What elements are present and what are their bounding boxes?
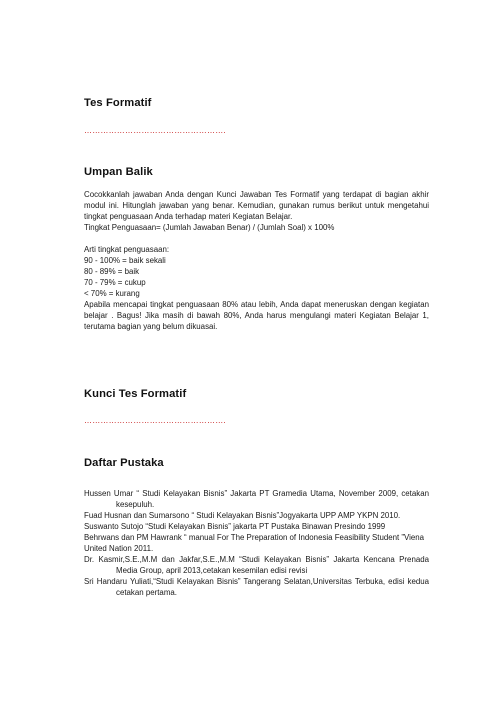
levels-heading: Arti tingkat penguasaan: [84,245,170,254]
tes-formatif-placeholder: ……………………………………………. [84,126,226,135]
level-item: 90 - 100% = baik sekali [84,256,166,265]
umpan-balik-paragraph-2: Apabila mencapai tingkat penguasaan 80% atau lebih, Anda dapat meneruskan dengan kegiatan belajar . Bagus! Jika masih di bawah 80%, Anda harus mengulangi materi Kegiatan Belajar 1, terutama bagian yang belum dikuasai. [84,300,429,331]
umpan-balik-body [84,189,429,332]
reference-item: Behrwans dan PM Hawrank “ manual For The Preparation of Indonesia Feasibility Student ”Viena United Nation 2011. [84,533,425,553]
reference-list [84,488,429,598]
heading-umpan-balik: Umpan Balik [84,166,153,178]
level-item: 80 - 89% = baik [84,267,140,276]
reference-item: Fuad Husnan dan Sumarsono “ Studi Kelayakan Bisnis”Jogyakarta UPP AMP YKPN 2010. [84,511,401,520]
level-item: 70 - 79% = cukup [84,278,146,287]
heading-tes-formatif: Tes Formatif [84,97,152,109]
heading-daftar-pustaka: Daftar Pustaka [84,457,164,469]
level-item: < 70% = kurang [84,289,140,298]
formula-line: Tingkat Penguasaan= (Jumlah Jawaban Benar) / (Jumlah Soal) x 100% [84,223,335,232]
reference-item: Dr. Kasmir,S.E.,M.M dan Jakfar,S.E.,M.M “Studi Kelayakan Bisnis” Jakarta Kencana Prenada Media Group, april 2013,cetakan kesemilan edisi revisi [84,555,429,575]
kunci-placeholder: ……………………………………………. [84,416,226,425]
reference-item: Suswanto Sutojo “Studi Kelayakan Bisnis” jakarta PT Pustaka Binawan Presindo 1999 [84,522,386,531]
umpan-balik-paragraph-1: Cocokkanlah jawaban Anda dengan Kunci Jawaban Tes Formatif yang terdapat di bagian akhir modul ini. Hitunglah jawaban yang benar. Kemudian, gunakan rumus berikut untuk mengetahui tingkat penguasaan Anda terhadap materi Kegiatan Belajar. [84,190,429,221]
reference-item: Sri Handaru Yuliati,“Studi Kelayakan Bisnis” Tangerang Selatan,Universitas Terbuka, edisi kedua cetakan pertama. [84,577,429,597]
heading-kunci-tes-formatif: Kunci Tes Formatif [84,388,187,400]
reference-item: Hussen Umar “ Studi Kelayakan Bisnis” Jakarta PT Gramedia Utama, November 2009, cetakan kesepuluh. [84,489,429,509]
